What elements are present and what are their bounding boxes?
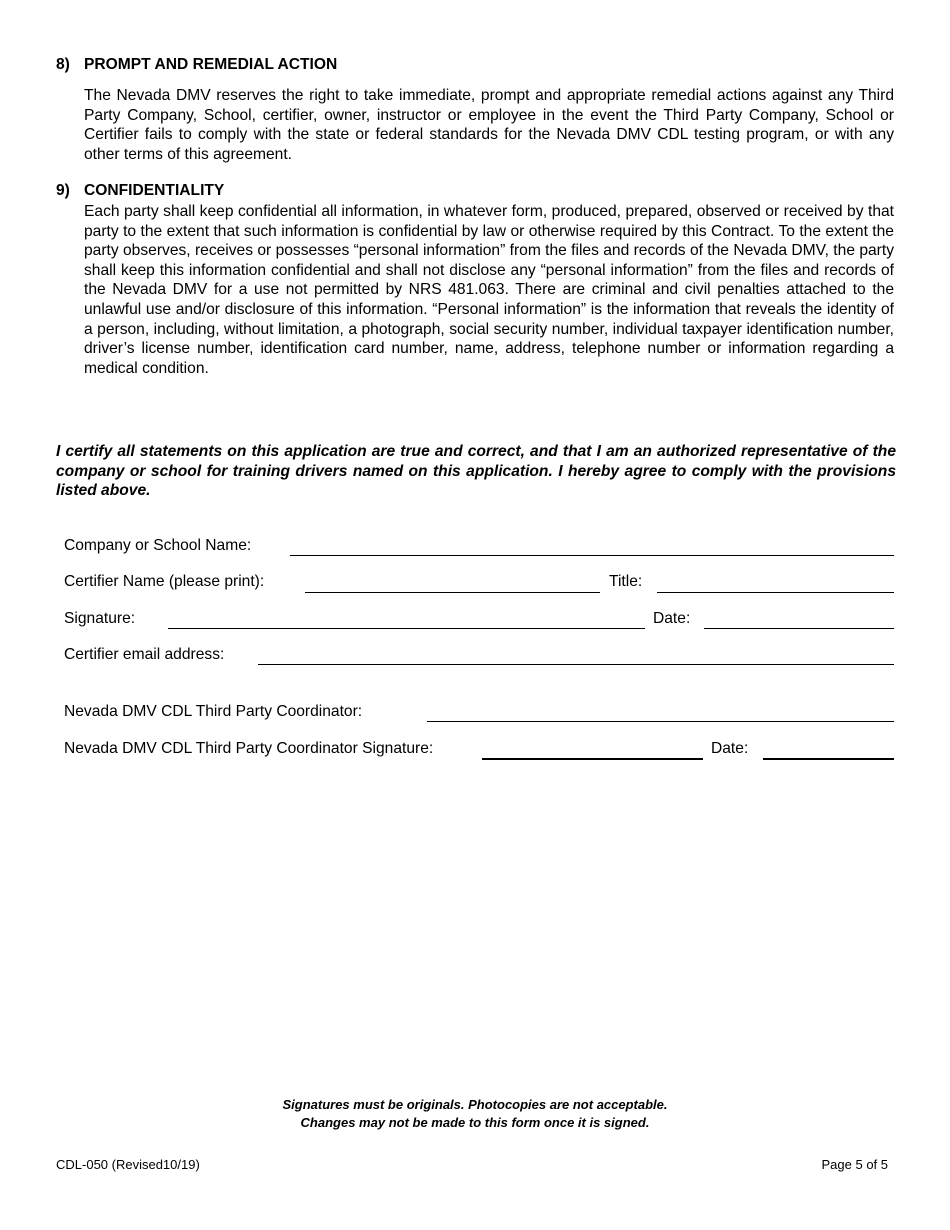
section-number: 8) xyxy=(56,56,70,73)
company-name-field[interactable] xyxy=(290,555,894,556)
certifier-email-label: Certifier email address: xyxy=(64,646,225,663)
section-heading xyxy=(56,182,896,202)
page-number: Page 5 of 5 xyxy=(821,1157,888,1172)
section-number: 9) xyxy=(56,182,70,199)
date-label: Date: xyxy=(653,610,691,627)
signature-notice-line-2: Changes may not be made to this form once it is signed. xyxy=(300,1115,650,1130)
section-confidentiality xyxy=(56,182,896,378)
coordinator-signature-label: Nevada DMV CDL Third Party Coordinator Signature: xyxy=(64,740,434,757)
signature-notice-line-1: Signatures must be originals. Photocopies are not acceptable. xyxy=(282,1097,668,1112)
coordinator-field[interactable] xyxy=(427,721,894,722)
signature-field[interactable] xyxy=(168,628,645,629)
coordinator-date-label: Date: xyxy=(711,740,749,757)
section-heading xyxy=(56,56,896,76)
section-title: PROMPT AND REMEDIAL ACTION xyxy=(84,56,338,73)
signature-notice xyxy=(0,1096,950,1132)
form-identifier: CDL-050 (Revised10/19) xyxy=(56,1157,200,1172)
certification-statement: I certify all statements on this application are true and correct, and that I am an authorized representative of the company or school for training drivers named on this application. I hereby agree to comply with the provisions listed above. xyxy=(56,443,896,500)
title-label: Title: xyxy=(609,573,643,590)
company-name-label: Company or School Name: xyxy=(64,537,252,554)
section-body: Each party shall keep confidential all information, in whatever form, produced, prepared, observed or received by that party to the extent that such information is confidential by law or otherwise required by this Contract. To the extent the party observes, receives or possesses “personal information” from the files and records of the Nevada DMV, the party shall keep this information confidential and shall not disclose any “personal information” from the files and records of the Nevada DMV for a use not permitted by NRS 481.063. There are criminal and civil penalties attached to the unlawful use and/or disclosure of this information. “Personal information” is the information that reveals the identity of a person, including, without limitation, a photograph, social security number, individual taxpayer identification number, driver’s license number, identification card number, name, address, telephone number or information regarding a medical condition. xyxy=(84,203,894,377)
signature-label: Signature: xyxy=(64,610,136,627)
date-field[interactable] xyxy=(704,628,894,629)
section-prompt-remedial-action xyxy=(56,56,896,164)
title-field[interactable] xyxy=(657,592,894,593)
certifier-email-field[interactable] xyxy=(258,664,894,665)
section-title: CONFIDENTIALITY xyxy=(84,182,225,199)
coordinator-label: Nevada DMV CDL Third Party Coordinator: xyxy=(64,703,363,720)
certifier-name-label: Certifier Name (please print): xyxy=(64,573,265,590)
section-body: The Nevada DMV reserves the right to take immediate, prompt and appropriate remedial actions against any Third Party Company, School, certifier, owner, instructor or employee in the event the Third Party Company, School or Certifier fails to comply with the state or federal standards for the Nevada DMV CDL testing program, or with any other terms of this agreement. xyxy=(84,87,894,163)
coordinator-signature-field[interactable] xyxy=(482,758,703,760)
certifier-name-field[interactable] xyxy=(305,592,600,593)
coordinator-date-field[interactable] xyxy=(763,758,894,760)
